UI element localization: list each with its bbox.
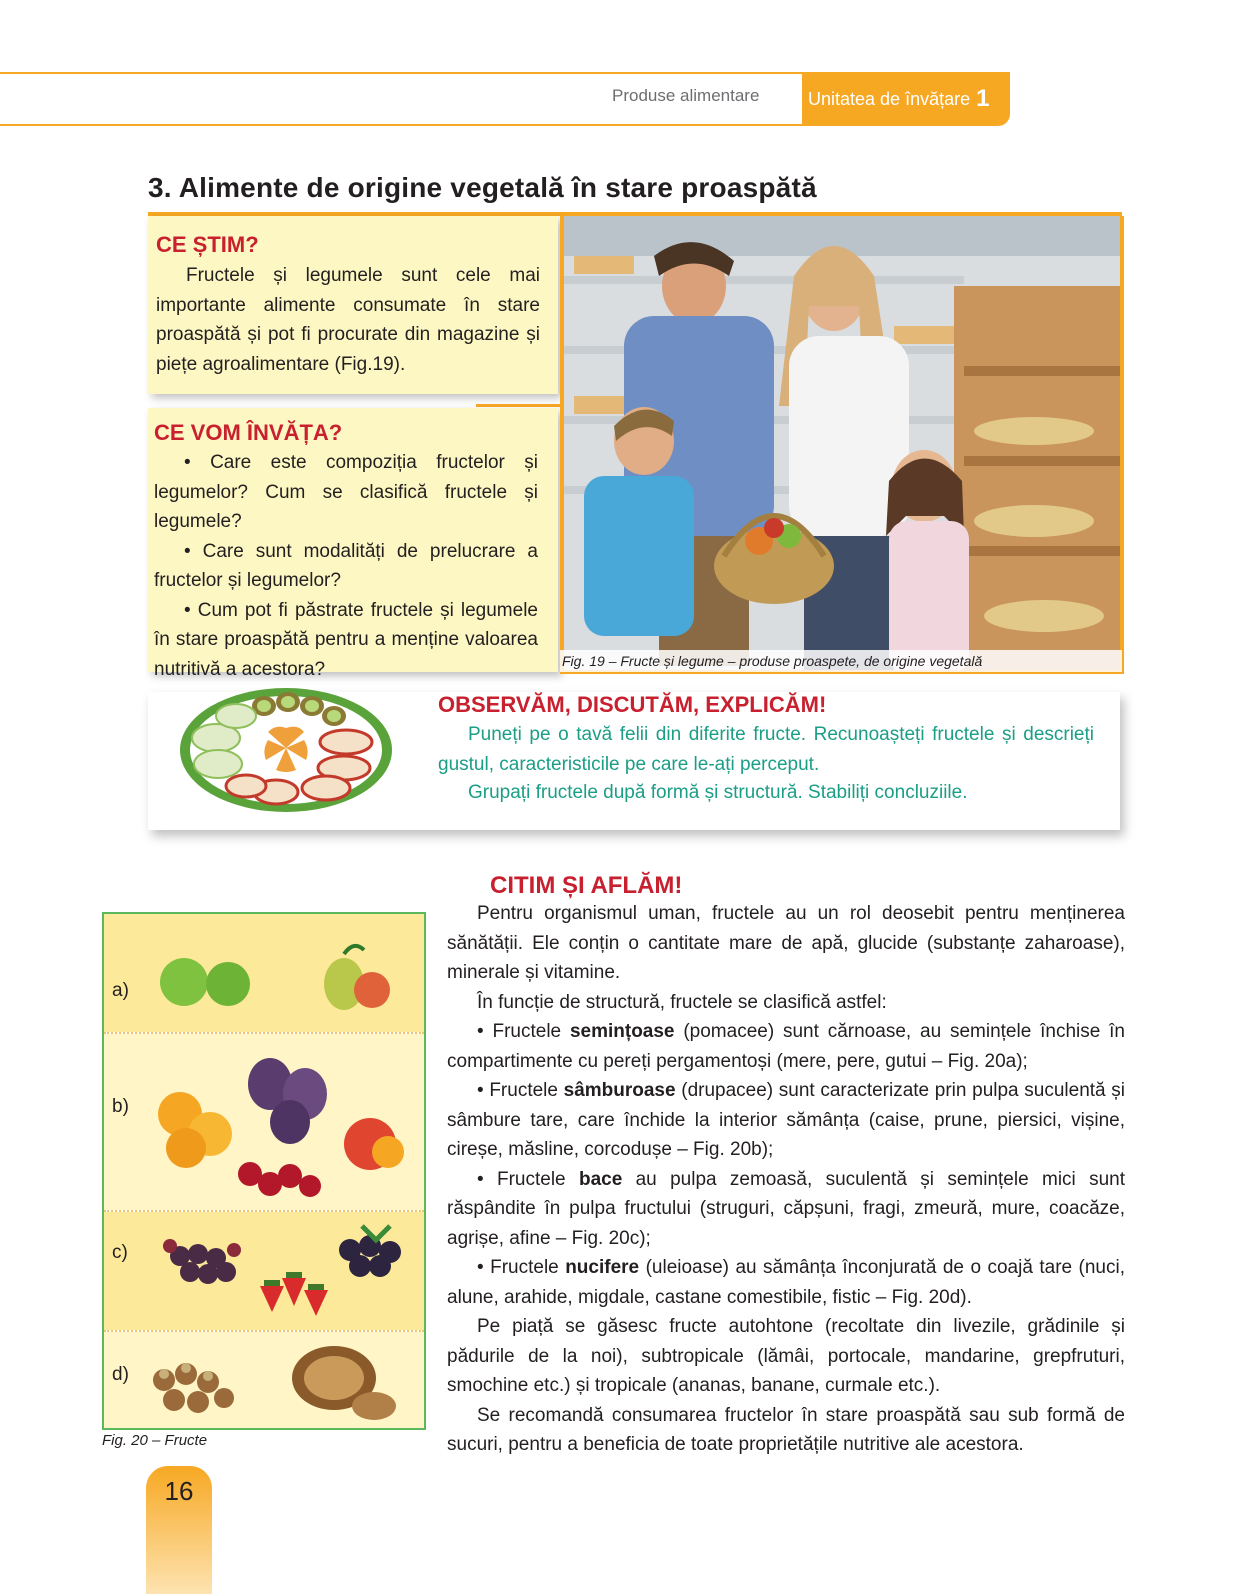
fig-20-caption: Fig. 20 – Fructe (102, 1432, 208, 1449)
classification-item: • Fructele bace au pulpa zemoasă, suculentă și semințele mici sunt răspândite în pulpa fructului (struguri, căpșuni, fragi, zmeură, mure, coacăze, agrișe, afine – Fig. 20c); (447, 1168, 1126, 1249)
observam-instructions: Puneți pe o tavă felii din diferite fructe. Recunoașteți fructele și descrieți gustul, caracteristicile pe care le-ați perceput. (438, 724, 1094, 775)
family-shopping-photo (560, 216, 1124, 674)
fruit-row-label: c) (112, 1242, 128, 1263)
page-number: 16 (164, 1476, 194, 1506)
family-shopping-illustration (564, 216, 1120, 674)
learning-questions-list (154, 448, 538, 684)
header-section-title: Produse alimentare (612, 86, 760, 105)
apples-pears-illustration (154, 932, 404, 1022)
ce-stim-text: Fructele și legumele sunt cele mai importante alimente consumate în stare proaspătă și pot fi procurate din magazine și piețe agroalimentare (Fig.19). (156, 265, 540, 375)
ce-vom-invata-box (148, 408, 558, 680)
unit-label: Unitatea de învățare (808, 88, 971, 109)
ce-stim-box (148, 216, 558, 394)
observam-heading: OBSERVĂM, DISCUTĂM, EXPLICĂM! (438, 692, 827, 717)
classification-item: • Fructele nucifere (uleioase) au sămânța înconjurată de o coajă tare (nuci, alune, arahide, migdale, castane comestibile, fistic – Fig. 20d). (447, 1257, 1126, 1308)
observam-box (148, 692, 1120, 830)
stone-fruits-illustration (140, 1044, 420, 1204)
berries-illustration (140, 1216, 420, 1326)
citim-heading: CITIM ȘI AFLĂM! (490, 872, 683, 899)
fruit-plate-illustration (176, 680, 396, 820)
unit-tab (802, 72, 1010, 126)
fig-20-fruit-panel (102, 912, 426, 1430)
citim-paragraph: Pentru organismul uman, fructele au un rol deosebit pentru menținerea sănătății. Ele conțin o cantitate mare de apă, glucide (substanțe zaharoase), minerale și vitamine. (447, 903, 1125, 983)
header-rule-bottom (0, 124, 820, 126)
fruit-row-d (104, 1332, 424, 1430)
classification-item: • Fructele semințoase (pomacee) sunt cărnoase, au semințele închise în compartimente cu pereți pergamentoși (mere, pere, gutui – Fig. 20a); (447, 1021, 1125, 1072)
fruit-row-a (104, 914, 424, 1032)
learning-question: • Care este compoziția fructelor și legumelor? Cum se clasifică fructele și legumele? (154, 452, 538, 532)
citim-body (447, 899, 1125, 1460)
ce-vom-invata-heading: CE VOM ÎNVĂȚA? (154, 420, 343, 445)
learning-question: • Care sunt modalități de prelucrare a fructelor și legumelor? (154, 540, 538, 591)
fruit-row-label: b) (112, 1096, 129, 1117)
citim-paragraph: Pe piață se găsesc fructe autohtone (recoltate din livezile, grădinile și pădurile de la noi), subtropicale (lămâi, portocale, mandarine, grepfruturi, smochine etc.) și tropicale (ananas, banane, curmale etc.). (447, 1316, 1125, 1396)
unit-number: 1 (976, 85, 990, 112)
classification-item: • Fructele sâmburoase (drupacee) sunt caracterizate prin pulpa suculentă și sâmbure tare, care închide la interior sămânța (caise, prune, piersici, vișine, cireșe, măsline, corcodușe – Fig. 20b); (447, 1080, 1126, 1160)
ce-stim-heading: CE ȘTIM? (156, 232, 259, 257)
fig-19-caption: Fig. 19 – Fructe și legume – produse proaspete, de origine vegetală (560, 650, 1122, 672)
citim-paragraph: Se recomandă consumarea fructelor în stare proaspătă sau sub formă de sucuri, pentru a beneficia de toate proprietățile nutritive ale acestora. (447, 1404, 1125, 1455)
box-divider-rule (476, 404, 560, 407)
nuts-illustration (144, 1340, 414, 1424)
fruit-row-label: d) (112, 1364, 129, 1385)
fruit-row-b (104, 1034, 424, 1210)
page-title: 3. Alimente de origine vegetală în stare proaspătă (148, 172, 817, 203)
fruit-row-label: a) (112, 980, 129, 1001)
fruit-row-c (104, 1212, 424, 1330)
observam-grouping: Grupați fructele după formă și structură. Stabiliți concluziile. (468, 782, 968, 803)
learning-question: • Cum pot fi păstrate fructele și legumele în stare proaspătă pentru a menține valoarea nutritivă a acestora? (154, 599, 538, 680)
citim-paragraph: În funcție de structură, fructele se clasifică astfel: (477, 991, 887, 1013)
